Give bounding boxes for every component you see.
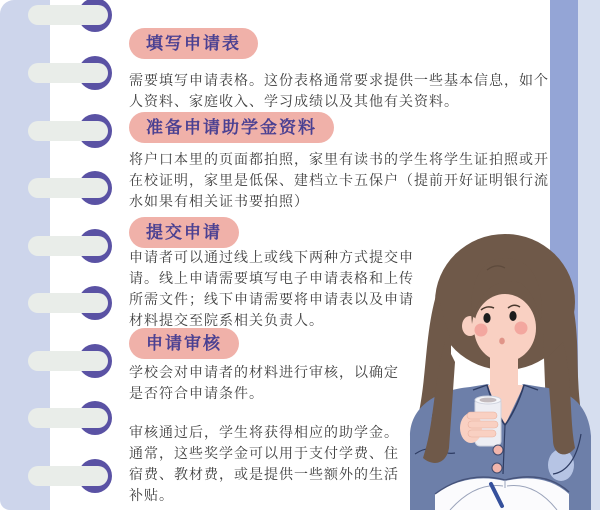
binding-ring	[0, 114, 120, 148]
binding-ring	[0, 171, 120, 205]
ring-band-icon	[28, 466, 108, 486]
step-badge-submit-application: 提交申请	[129, 217, 239, 248]
ring-band-icon	[28, 121, 108, 141]
step-badge-prepare-materials: 准备申请助学金资料	[129, 112, 334, 143]
binding-ring	[0, 344, 120, 378]
step-text-fill-application-form: 需要填写申请表格。这份表格通常要求提供一些基本信息，如个人资料、家庭收入、学习成绩以及其他有关资料。	[129, 72, 549, 109]
binding-ring	[0, 459, 120, 493]
step-text-prepare-materials: 将户口本里的页面都拍照，家里有读书的学生将学生证拍照或开在校证明，家里是低保、建档立卡五保户（提前开好证明银行流水如果有相关证书要拍照）	[129, 151, 549, 209]
binding-ring	[0, 286, 120, 320]
binding-ring	[0, 401, 120, 435]
step-text-application-review: 学校会对申请者的材料进行审核，以确定是否符合申请条件。	[129, 364, 399, 401]
binding-ring	[0, 0, 120, 32]
step-text-submit-application: 申请者可以通过线上或线下两种方式提交申请。线上申请需要填写电子申请表格和上传所需文件；线下申请需要将申请表以及申请材料提交至院系相关负责人。	[129, 249, 414, 328]
ring-band-icon	[28, 408, 108, 428]
ring-band-icon	[28, 351, 108, 371]
step-badge-fill-application-form: 填写申请表	[129, 28, 258, 59]
step-badge-application-review: 申请审核	[129, 328, 239, 359]
ring-band-icon	[28, 178, 108, 198]
step-text-review-result: 审核通过后，学生将获得相应的助学金。通常，这些奖学金可以用于支付学费、住宿费、教材费，或是提供一些额外的生活补贴。	[129, 424, 399, 503]
ring-band-icon	[28, 293, 108, 313]
ring-band-icon	[28, 236, 108, 256]
ring-band-icon	[28, 63, 108, 83]
binding-ring	[0, 229, 120, 263]
ring-band-icon	[28, 5, 108, 25]
binding-ring	[0, 56, 120, 90]
